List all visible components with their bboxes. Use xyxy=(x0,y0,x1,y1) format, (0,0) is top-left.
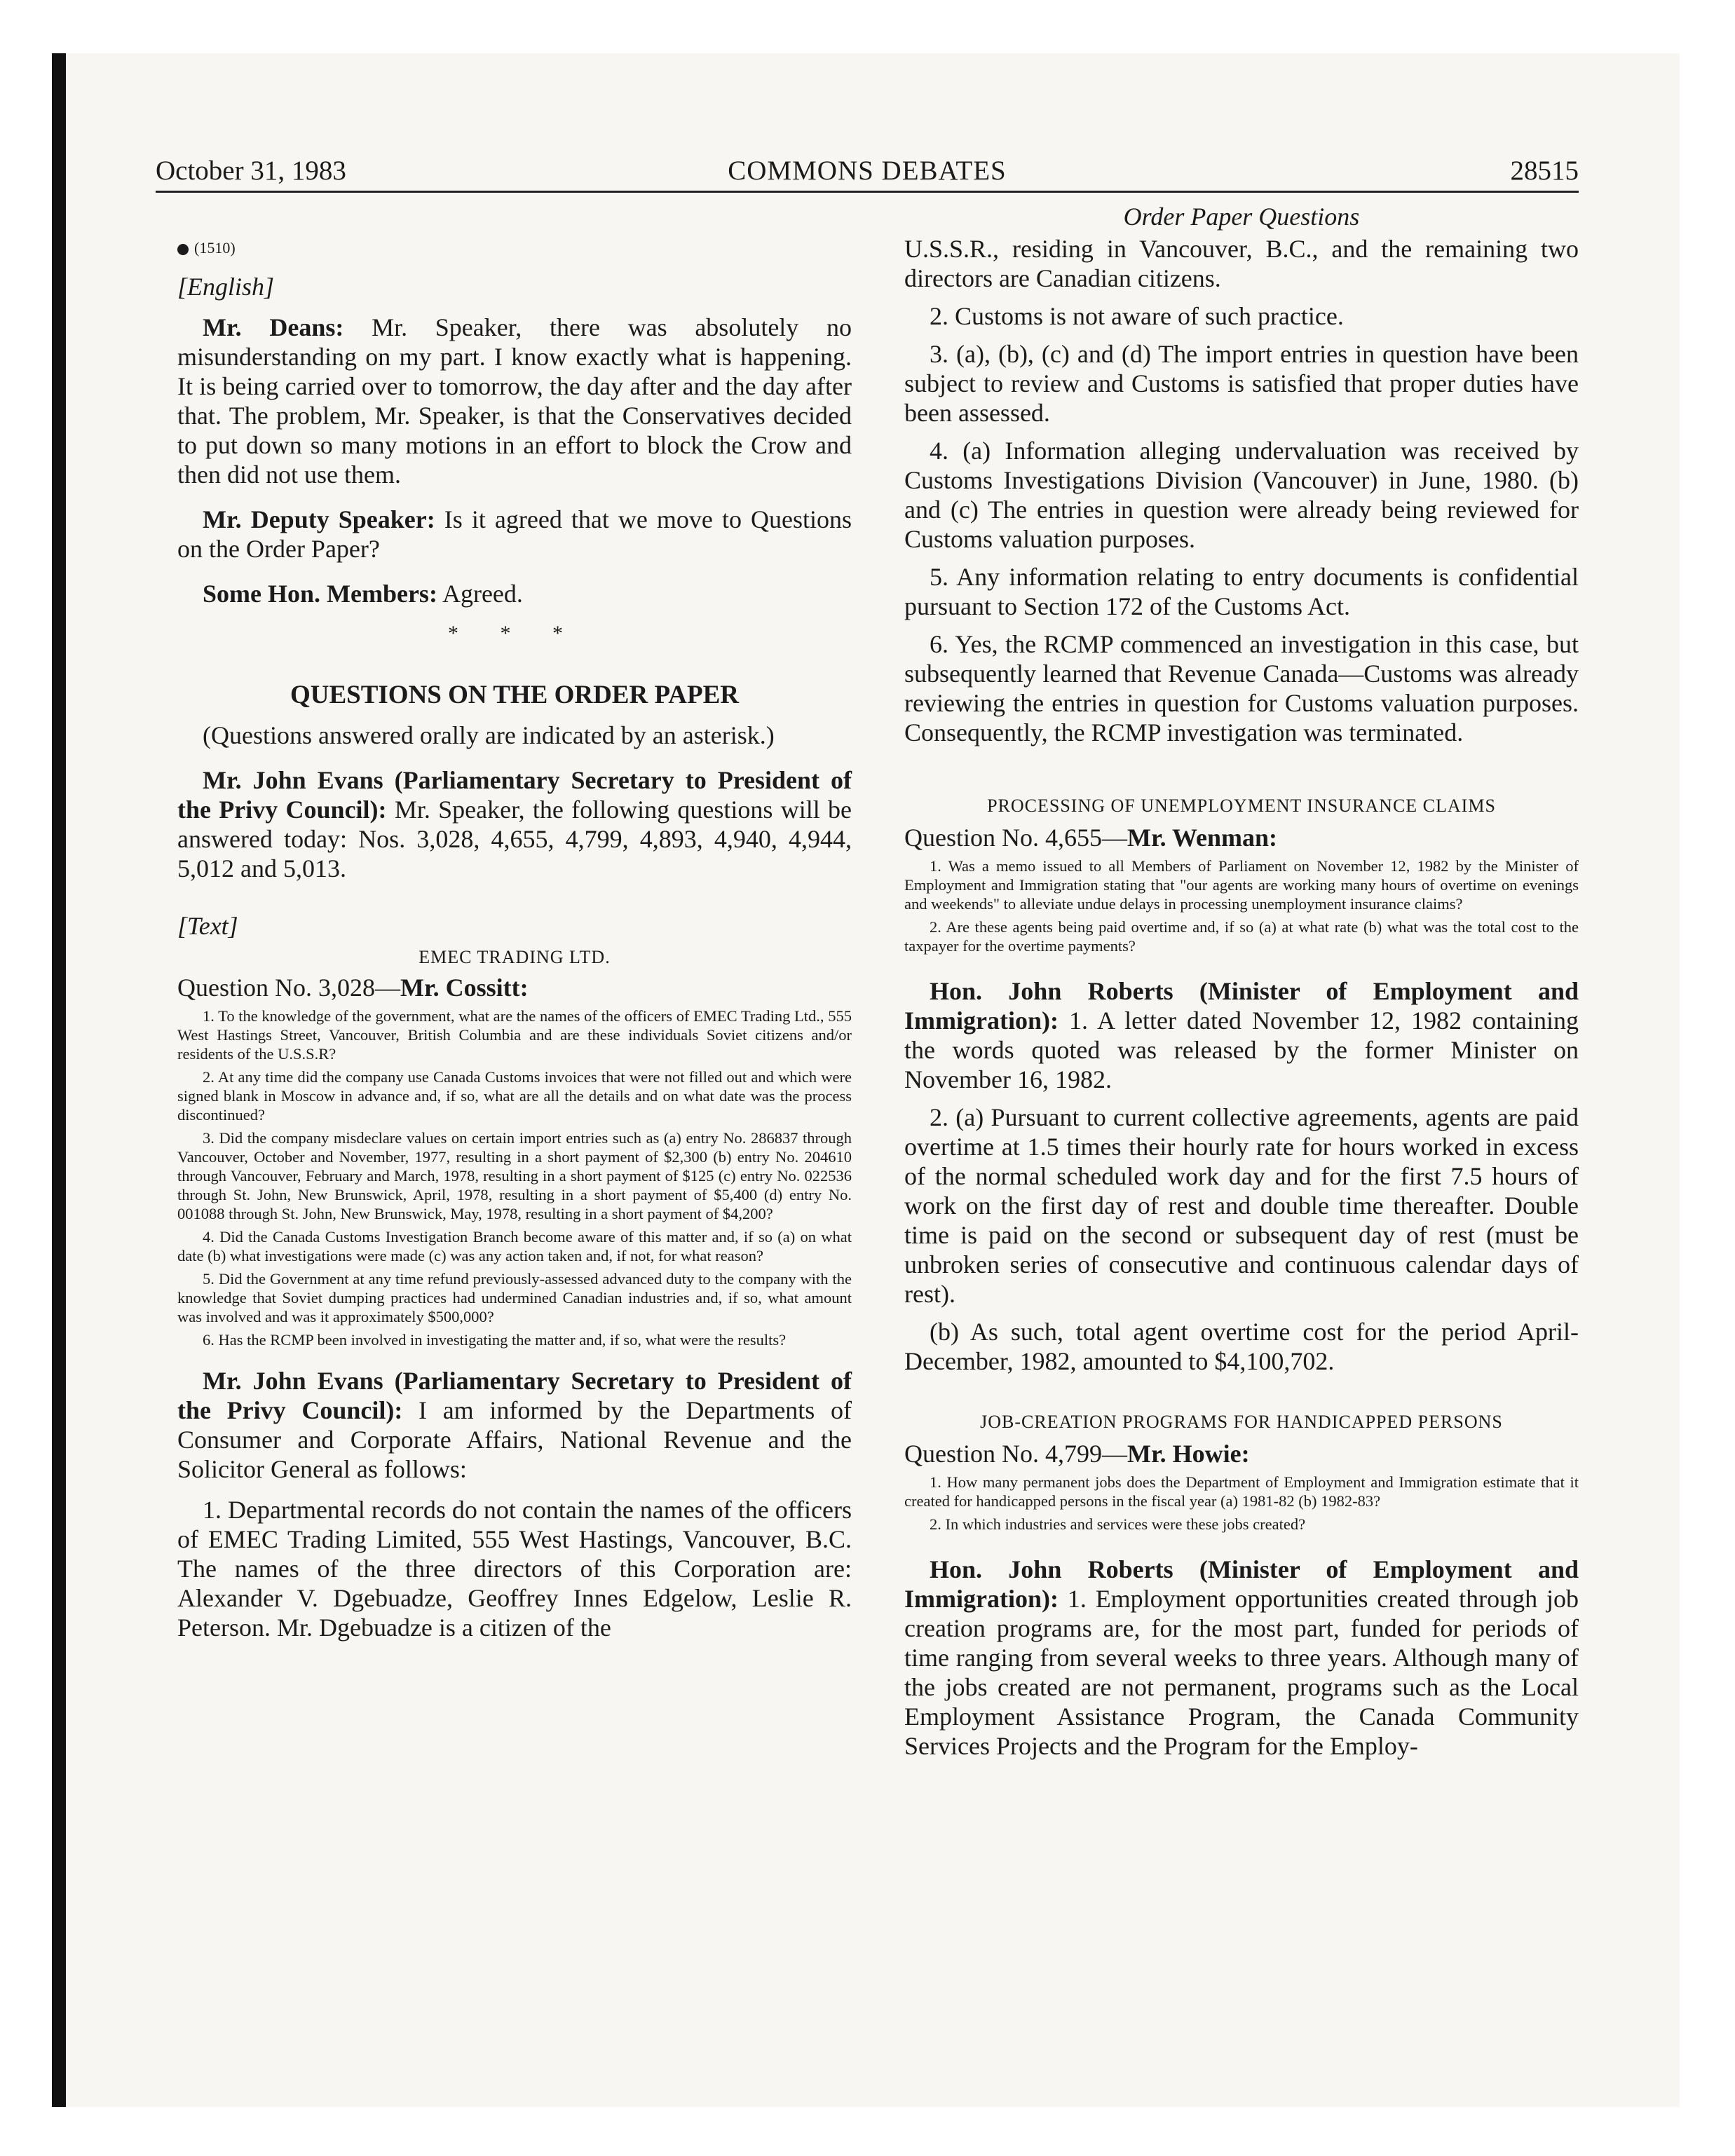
header-date: October 31, 1983 xyxy=(156,156,346,186)
running-head: Order Paper Questions xyxy=(1123,203,1360,231)
question-3028-line xyxy=(177,973,852,1002)
jobs-heading: JOB-CREATION PROGRAMS FOR HANDICAPPED PERSONS xyxy=(980,1412,1503,1432)
question-item: 2. Are these agents being paid overtime and, if so (a) at what rate (b) what was the total cost to the taxpayer for the overtime payments? xyxy=(904,918,1579,955)
language-tag-english: [English] xyxy=(177,273,275,301)
roberts-paragraph-2 xyxy=(904,1555,1579,1761)
uic-heading: PROCESSING OF UNEMPLOYMENT INSURANCE CLAIMS xyxy=(987,796,1496,816)
question-4799-items xyxy=(904,1473,1579,1534)
question-member: Mr. Howie: xyxy=(1127,1440,1250,1468)
right-column xyxy=(904,202,1579,2052)
answer-paragraph: 5. Any information relating to entry documents is confidential pursuant to Section 172 of the Customs Act. xyxy=(904,563,1579,620)
speaker-name: Mr. John Evans (Parliamentary Secretary to President of the Privy Council): xyxy=(177,1367,852,1424)
page-header xyxy=(156,151,1579,193)
answer-paragraph: 2. Customs is not aware of such practice. xyxy=(930,302,1344,330)
question-item: 1. To the knowledge of the government, what are the names of the officers of EMEC Trading Ltd., 555 West Hastings Street, Vancouver, British Columbia and are these individuals Soviet citizens and/or residents of the U.S.S.R? xyxy=(177,1007,852,1063)
header-page-number: 28515 xyxy=(1510,156,1579,186)
speaker-name: Some Hon. Members: xyxy=(203,580,437,608)
question-member: Mr. Cossitt: xyxy=(400,974,529,1002)
roberts-paragraph-1 xyxy=(904,976,1579,1094)
speaker-name: Mr. John Evans (Parliamentary Secretary to President of the Privy Council): xyxy=(177,766,852,824)
speech-text: Mr. Speaker, there was absolutely no misunderstanding on my part. I know exactly what is happening. It is being carried over to tomorrow, the day after and the day after that. The problem, Mr. Speaker, is that the Conservatives decided to put down so many motions in an effort to block the Crow and then did not use them. xyxy=(177,313,852,489)
deans-paragraph xyxy=(177,313,852,489)
question-item: 2. At any time did the company use Canada Customs invoices that were not filled out and which were signed blank in Moscow in advance and, if so, what are all the details and on what date was the process discontinued? xyxy=(177,1068,852,1124)
speech-text: Is it agreed that we move to Questions on the Order Paper? xyxy=(177,505,852,563)
evans-paragraph-2 xyxy=(177,1366,852,1484)
question-item: 6. Has the RCMP been involved in investigating the matter and, if so, what were the results? xyxy=(203,1331,787,1349)
scan-edge-bar xyxy=(52,53,66,2107)
bullet-icon xyxy=(177,244,189,255)
left-column xyxy=(177,202,852,2052)
section-note: (Questions answered orally are indicated by an asterisk.) xyxy=(203,721,775,749)
deputy-speaker-paragraph xyxy=(177,505,852,564)
question-item: 4. Did the Canada Customs Investigation Branch become aware of this matter and, if so (a) on what date (b) what investigations were made (c) was any action taken and, if not, for what reason? xyxy=(177,1228,852,1264)
question-item: 3. Did the company misdeclare values on certain import entries such as (a) entry No. 286837 through Vancouver, October and November, 1977, resulting in a short payment of $2,300 (b) entry No. 204610 through Vancouver, February and March, 1978, resulting in a short payment of $125 (c) entry No. 022536 through St. John, New Brunswick, April, 1978, resulting in a short payment of $5,400 (d) entry No. 001088 through St. John, New Brunswick, May, 1978, resulting in a short payment of $4,200? xyxy=(177,1129,852,1222)
question-4799-line xyxy=(904,1439,1579,1468)
speech-text: Mr. Speaker, the following questions will be answered today: Nos. 3,028, 4,655, 4,799, 4,893, 4,940, 4,944, 5,012 and 5,013. xyxy=(177,796,852,882)
question-3028-items xyxy=(177,1007,852,1349)
speech-text: Agreed. xyxy=(437,580,523,608)
header-title: COMMONS DEBATES xyxy=(728,156,1007,186)
answer-paragraph-1: 1. Departmental records do not contain the names of the officers of EMEC Trading Limited, 555 West Hastings, Vancouver, B.C. The names of the three directors of this Corporation are: Alexander V. Dgebuadze, Geoffrey Innes Edgelow, Leslie R. Peterson. Mr. Dgebuadze is a citizen of the xyxy=(177,1496,852,1642)
speech-text: 1. A letter dated November 12, 1982 containing the words quoted was released by the former Minister on November 16, 1982. xyxy=(904,1007,1579,1093)
answer-paragraph: 6. Yes, the RCMP commenced an investigation in this case, but subsequently learned that Revenue Canada—Customs was already reviewing the entries in question for Customs valuation purposes. Consequently, the RCMP investigation was terminated. xyxy=(904,630,1579,746)
speaker-name: Hon. John Roberts (Minister of Employment and Immigration): xyxy=(904,977,1579,1035)
answer-paragraph: 4. (a) Information alleging undervaluation was received by Customs Investigations Division (Vancouver) in June, 1980. (b) and (c) The entries in question were already being reviewed for Customs valuation purposes. xyxy=(904,437,1579,553)
section-divider-stars: * * * xyxy=(448,622,581,645)
question-member: Mr. Wenman: xyxy=(1127,824,1278,852)
answer-paragraph: 3. (a), (b), (c) and (d) The import entries in question have been subject to review and Customs is satisfied that proper duties have been assessed. xyxy=(904,340,1579,427)
section-title: QUESTIONS ON THE ORDER PAPER xyxy=(290,681,740,709)
members-paragraph xyxy=(177,579,852,608)
speech-text: I am informed by the Departments of Consumer and Corporate Affairs, National Revenue and the Solicitor General as follows: xyxy=(177,1396,852,1483)
question-item: 5. Did the Government at any time refund previously-assessed advanced duty to the company with the knowledge that Soviet dumping practices had undermined Canadian industries and, if so, what amount was involved and was it approximately $500,000? xyxy=(177,1270,852,1325)
evans-paragraph-1 xyxy=(177,765,852,883)
time-mark-text: (1510) xyxy=(194,239,236,257)
speaker-name: Mr. Deputy Speaker: xyxy=(203,505,435,533)
continued-paragraph: U.S.S.R., residing in Vancouver, B.C., and the remaining two directors are Canadian citizens. xyxy=(904,235,1579,292)
time-mark xyxy=(177,238,852,266)
speech-text: 1. Employment opportunities created through job creation programs are, for the most part, funded for periods of time ranging from several weeks to three years. Although many of the jobs created are not permanent, programs such as the Local Employment Assistance Program, the Canada Community Services Projects and the Program for the Employ- xyxy=(904,1585,1579,1760)
question-4655-items xyxy=(904,857,1579,955)
question-item: 1. Was a memo issued to all Members of Parliament on November 12, 1982 by the Minister of Employment and Immigration stating that "our agents are working many hours of overtime on evenings and weekends" to alleviate undue delays in processing unemployment insurance claims? xyxy=(904,857,1579,913)
question-number: Question No. 4,799— xyxy=(904,1440,1127,1468)
question-4655-line xyxy=(904,823,1579,852)
speaker-name: Hon. John Roberts (Minister of Employment and Immigration): xyxy=(904,1555,1579,1613)
question-number: Question No. 4,655— xyxy=(904,824,1127,852)
emec-heading: EMEC TRADING LTD. xyxy=(419,947,611,967)
question-item: 1. How many permanent jobs does the Department of Employment and Immigration estimate that it created for handicapped persons in the fiscal year (a) 1981-82 (b) 1982-83? xyxy=(904,1473,1579,1510)
speaker-name: Mr. Deans: xyxy=(203,313,344,341)
question-number: Question No. 3,028— xyxy=(177,974,400,1002)
question-item: 2. In which industries and services were these jobs created? xyxy=(930,1515,1306,1533)
answer-paragraph: (b) As such, total agent overtime cost for the period April-December, 1982, amounted to $4,100,702. xyxy=(904,1318,1579,1375)
language-tag-text: [Text] xyxy=(177,912,238,940)
answer-paragraph: 2. (a) Pursuant to current collective agreements, agents are paid overtime at 1.5 times their hourly rate for hours worked in excess of the normal scheduled work day and for the first 7.5 hours of work on the first day of rest and double time thereafter. Double time is paid on the second or subsequent day of rest (must be unbroken series of consecutive and continuous calendar days of rest). xyxy=(904,1103,1579,1308)
